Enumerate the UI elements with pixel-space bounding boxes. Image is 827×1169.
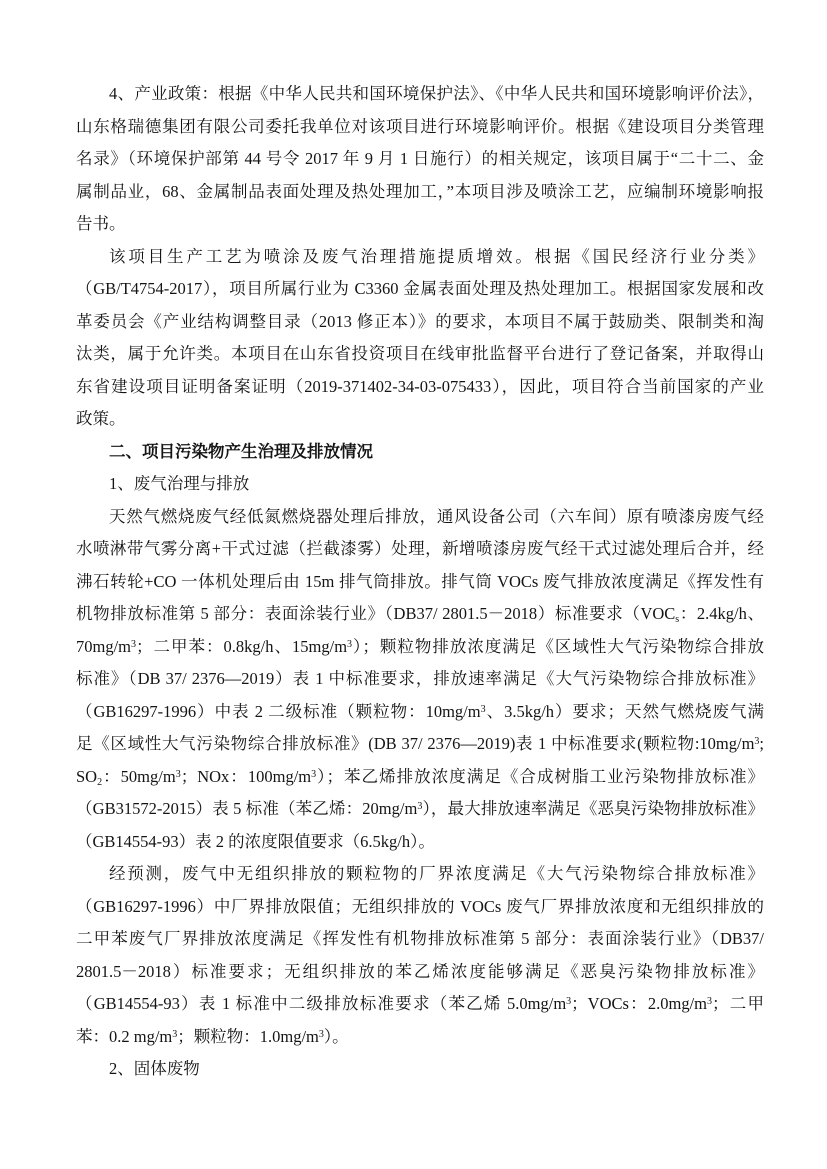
text-line: 汰类，属于允许类。本项目在山东省投资项目在线审批监督平台进行了登记备案，并取得山 (76, 344, 764, 363)
text-line: 机物排放标准第 5 部分：表面涂装行业》（DB37/ 2801.5－2018）标准要求（$VOC_s$：2.4kg/h、 (76, 604, 764, 625)
text-line: 足《区域性大气污染物综合排放标准》(DB 37/ 2376—2019)表 1 中标准要求(颗粒物$:10mg/m^3$; (76, 734, 764, 753)
text-line: （GB14554-93）表 2 的浓度限值要求（6.5kg/h）。 (76, 831, 435, 851)
text-line: 苯：0.2 $mg/m^3$；颗粒物：$1.0mg/m^3$）。 (76, 1026, 349, 1046)
sub-heading (76, 1053, 764, 1086)
text-line: 二甲苯废气厂界排放浓度满足《挥发性有机物排放标准第 5 部分：表面涂装行业》（DB37/ (76, 929, 764, 948)
text-line: 1、废气治理与排放 (109, 474, 250, 493)
text-line: 该项目生产工艺为喷涂及废气治理措施提质增效。根据《国民经济行业分类》 (109, 246, 764, 266)
text-line: 属制品业，68、金属制品表面处理及热处理加工，”本项目涉及喷涂工艺，应编制环境影响报 (76, 181, 764, 201)
text-line: （GB16297-1996）中厂界排放限值；无组织排放的 VOCs 废气厂界排放浓度和无组织排放的 (76, 896, 764, 916)
text-line: 东省建设项目证明备案证明（2019-371402-34-03-075433），因此，项目符合当前国家的产业 (76, 376, 764, 396)
document-body (76, 78, 764, 1086)
text-line: 4、产业政策：根据《中华人民共和国环境保护法》、《中华人民共和国环境影响评价法》， (109, 84, 764, 103)
text-line: 2、固体废物 (109, 1059, 200, 1078)
text-line: （GB14554-93）表 1 标准中二级排放标准要求（苯乙烯 $5.0mg/m^3$；VOCs：$2.0mg/m^3$；二甲 (76, 994, 764, 1013)
text-line: （GB/T4754-2017），项目所属行业为 C3360 金属表面处理及热处理加工。根据国家发展和改 (76, 279, 764, 298)
paragraph (76, 858, 764, 1053)
sub-heading (76, 468, 764, 501)
paragraph (76, 241, 764, 436)
text-line: 二、项目污染物产生治理及排放情况 (109, 442, 373, 461)
text-line: $70mg/m^3$；二甲苯：0.8kg/h、$15mg/m^3$）；颗粒物排放浓度满足《区域性大气污染物综合排放 (76, 636, 764, 656)
text-line: （GB31572-2015）表 5 标准（苯乙烯：$20mg/m^3$），最大排放速率满足《恶臭污染物排放标准》 (76, 799, 764, 818)
text-line: 标准》（DB 37/ 2376—2019）表 1 中标准要求，排放速率满足《大气污染物综合排放标准》 (76, 669, 764, 688)
text-line: 名录》（环境保护部第 44 号令 2017 年 9 月 1 日施行）的相关规定，该项目属于“二十二、金 (76, 149, 764, 168)
text-line: 沸石转轮+CO 一体机处理后由 15m 排气筒排放。排气筒 VOCs 废气排放浓度满足《挥发性有 (76, 571, 764, 591)
text-line: 告书。 (76, 214, 126, 233)
text-line: $SO_2$：$50mg/m^3$；NOx：$100mg/m^3$）；苯乙烯排放浓度满足《合成树脂工业污染物排放标准》 (76, 766, 764, 788)
text-line: 经预测，废气中无组织排放的颗粒物的厂界浓度满足《大气污染物综合排放标准》 (109, 864, 764, 883)
text-line: 山东格瑞德集团有限公司委托我单位对该项目进行环境影响评价。根据《建设项目分类管理 (76, 116, 764, 136)
section-heading (76, 436, 764, 469)
text-line: 政策。 (76, 409, 126, 428)
paragraph (76, 78, 764, 241)
text-line: （GB16297-1996）中表 2 二级标准（颗粒物：$10mg/m^3$、3.5kg/h）要求；天然气燃烧废气满 (76, 701, 764, 721)
text-line: 水喷淋带气雾分离+干式过滤（拦截漆雾）处理，新增喷漆房废气经干式过滤处理后合并，经 (76, 539, 764, 558)
paragraph (76, 501, 764, 859)
text-line: 2801.5－2018）标准要求；无组织排放的苯乙烯浓度能够满足《恶臭污染物排放标准》 (76, 961, 764, 981)
text-line: 天然气燃烧废气经低氮燃烧器处理后排放，通风设备公司（六车间）原有喷漆房废气经 (109, 506, 764, 526)
text-line: 革委员会《产业结构调整目录（2013 修正本）》的要求，本项目不属于鼓励类、限制类和淘 (76, 311, 764, 331)
